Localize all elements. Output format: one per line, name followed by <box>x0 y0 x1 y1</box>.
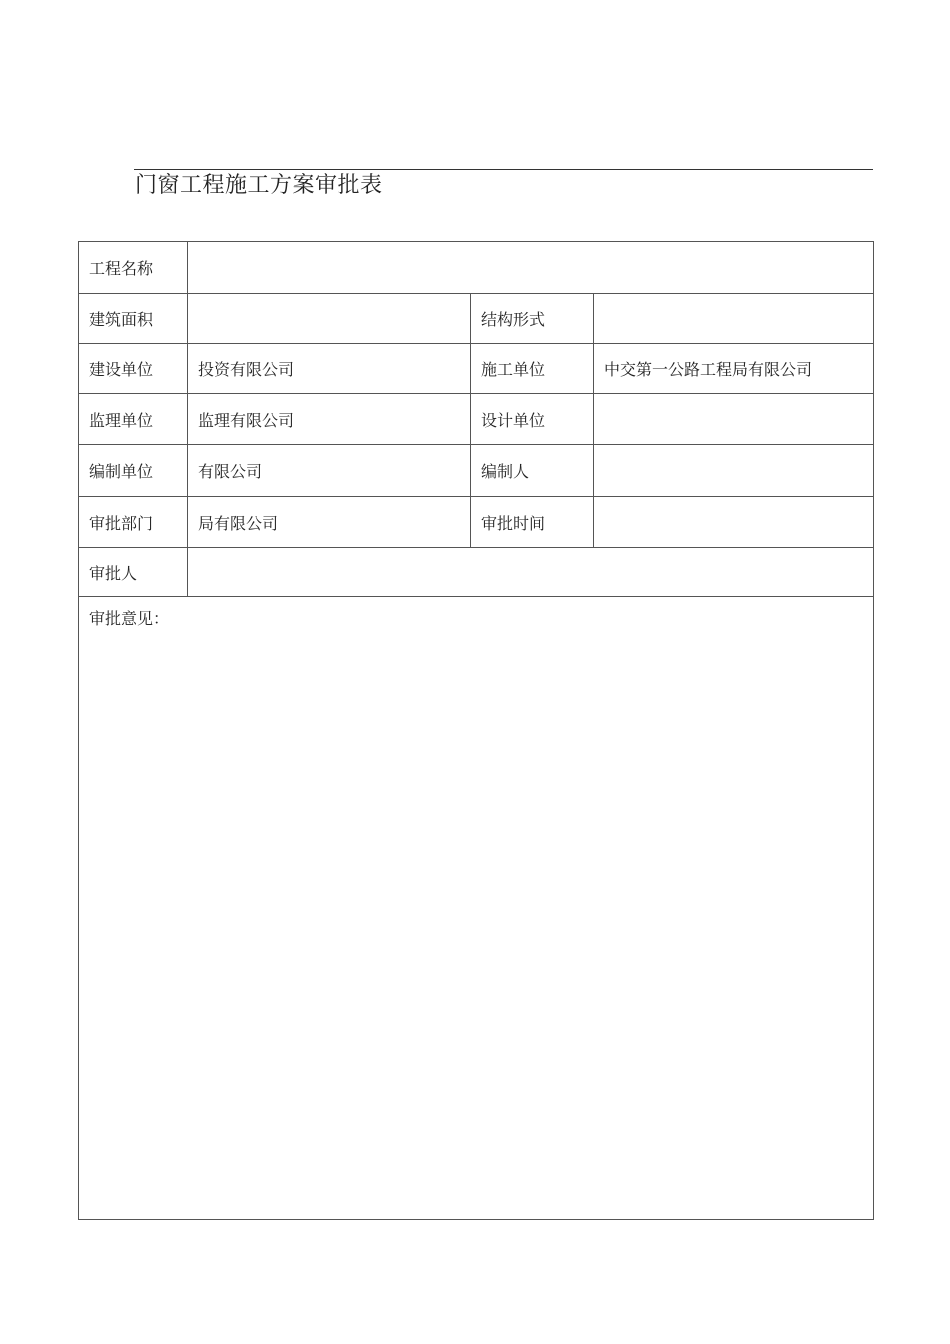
structure-type-value <box>594 294 874 344</box>
row-supervision-design <box>79 394 874 445</box>
project-name-label: 工程名称 <box>79 242 188 294</box>
building-area-value <box>188 294 471 344</box>
prepared-by-value <box>594 445 874 497</box>
document-title: 门窗工程施工方案审批表 <box>135 173 383 198</box>
design-unit-label: 设计单位 <box>471 394 594 445</box>
header-rule <box>134 169 873 170</box>
approval-department-label: 审批部门 <box>79 497 188 548</box>
approver-label: 审批人 <box>79 548 188 597</box>
construction-owner-label: 建设单位 <box>79 344 188 394</box>
construction-contractor-value: 中交第一公路工程局有限公司 <box>594 344 874 394</box>
design-unit-value <box>594 394 874 445</box>
approval-department-value: 局有限公司 <box>188 497 471 548</box>
approval-comments-label: 审批意见： <box>89 609 170 628</box>
row-approver <box>79 548 874 597</box>
project-name-value <box>188 242 874 294</box>
approver-value <box>188 548 874 597</box>
structure-type-label: 结构形式 <box>471 294 594 344</box>
row-area-structure <box>79 294 874 344</box>
approval-form-table <box>78 241 874 1220</box>
approval-time-label: 审批时间 <box>471 497 594 548</box>
supervision-unit-value: 监理有限公司 <box>188 394 471 445</box>
construction-contractor-label: 施工单位 <box>471 344 594 394</box>
row-approval-comments <box>79 597 874 1220</box>
row-project-name <box>79 242 874 294</box>
prepared-by-label: 编制人 <box>471 445 594 497</box>
building-area-label: 建筑面积 <box>79 294 188 344</box>
row-approval-dept-time <box>79 497 874 548</box>
approval-time-value <box>594 497 874 548</box>
prepared-unit-value: 有限公司 <box>188 445 471 497</box>
approval-comments-cell <box>79 597 874 1220</box>
prepared-unit-label: 编制单位 <box>79 445 188 497</box>
supervision-unit-label: 监理单位 <box>79 394 188 445</box>
row-owner-contractor <box>79 344 874 394</box>
construction-owner-value: 投资有限公司 <box>188 344 471 394</box>
row-prepared <box>79 445 874 497</box>
